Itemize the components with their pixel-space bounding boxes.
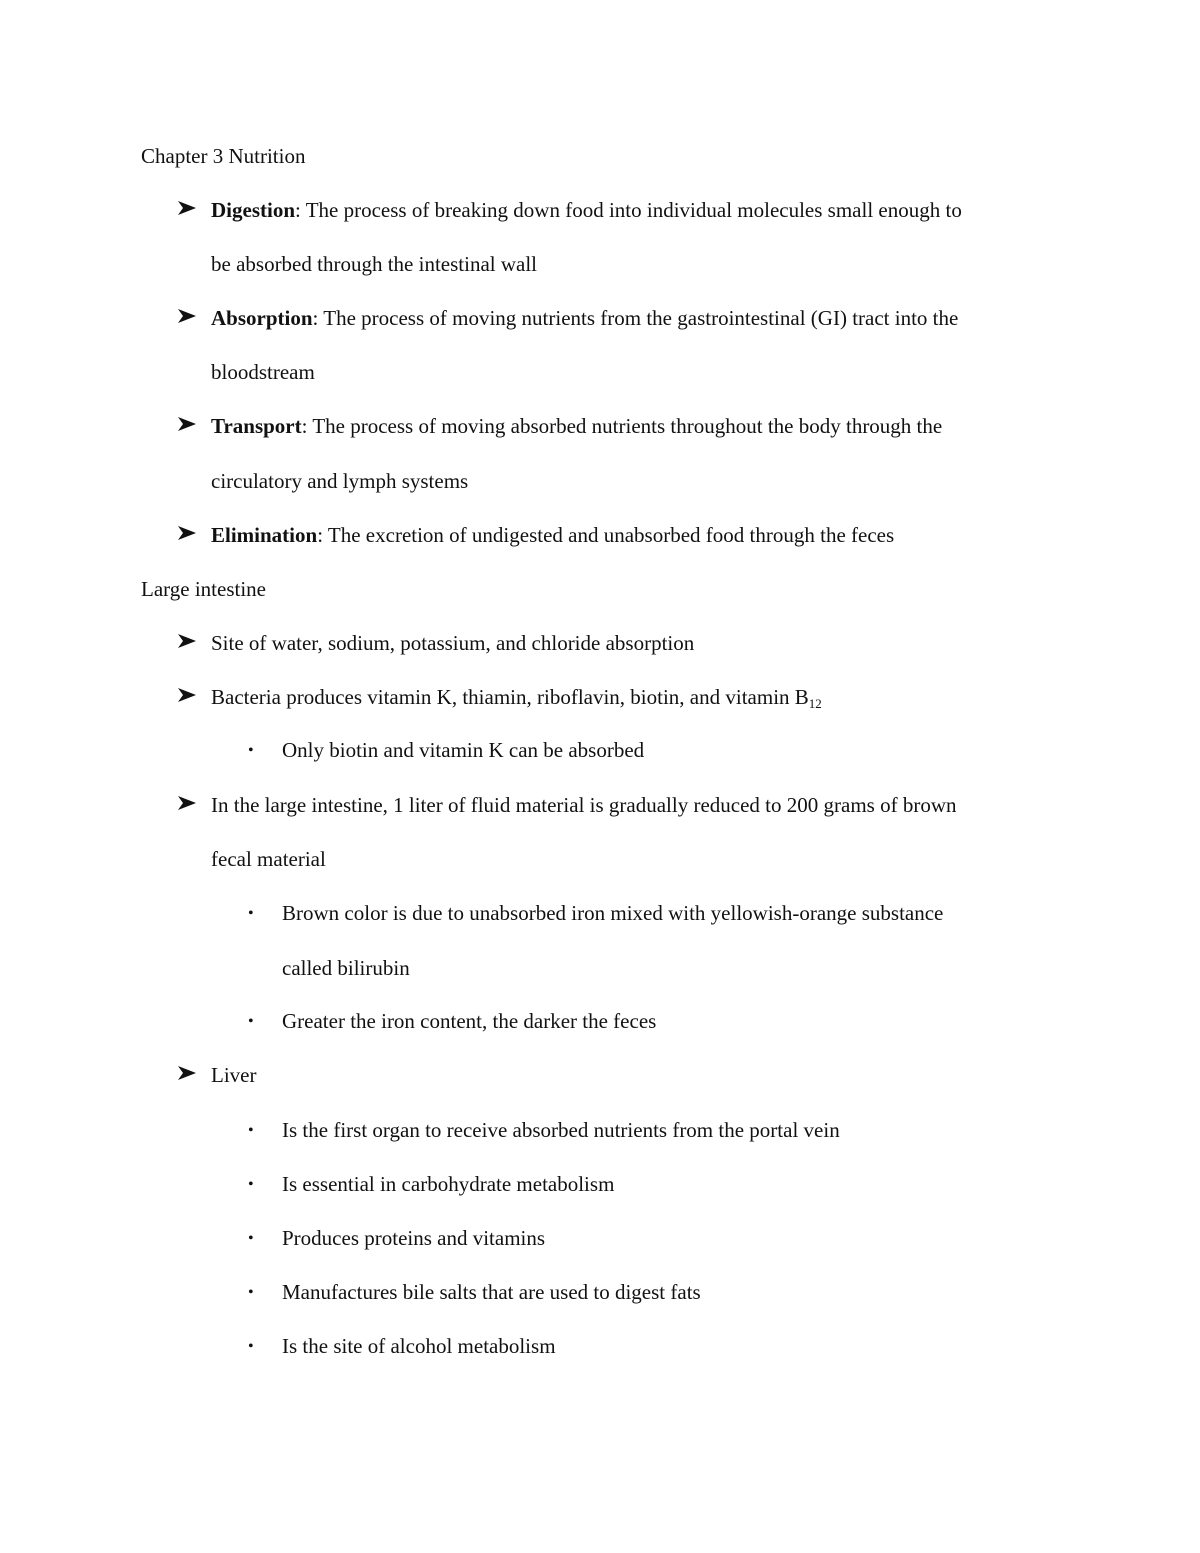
term-label: Transport — [211, 414, 302, 438]
arrow-bullet-icon — [176, 306, 198, 332]
section-heading-large-intestine: Large intestine — [141, 577, 266, 601]
bullet-dot-icon: • — [248, 1230, 254, 1247]
definition-text: : The process of moving nutrients from the gastrointestinal (GI) tract into the — [312, 306, 959, 330]
bullet-dot-icon: • — [248, 1176, 254, 1193]
bullet-dot-icon: • — [248, 1284, 254, 1301]
sub-list-item-continuation: called bilirubin — [282, 956, 410, 980]
arrow-bullet-icon — [176, 414, 198, 440]
list-item: In the large intestine, 1 liter of fluid material is gradually reduced to 200 grams of brown — [211, 793, 957, 817]
definition-digestion — [211, 197, 962, 223]
sub-list-item: Greater the iron content, the darker the feces — [282, 1009, 657, 1033]
bullet-dot-icon: • — [248, 1013, 254, 1030]
document-title: Chapter 3 Nutrition — [141, 144, 306, 168]
arrow-bullet-icon — [176, 685, 198, 711]
definition-transport — [211, 413, 942, 439]
sub-list-item: Manufactures bile salts that are used to digest fats — [282, 1280, 701, 1304]
definition-continuation: be absorbed through the intestinal wall — [211, 252, 538, 276]
term-label: Elimination — [211, 523, 318, 547]
sub-list-item: Only biotin and vitamin K can be absorbed — [282, 738, 645, 762]
arrow-bullet-icon — [176, 1063, 198, 1089]
term-label: Digestion — [211, 198, 295, 222]
definition-absorption — [211, 305, 958, 331]
bacteria-text: Bacteria produces vitamin K, thiamin, riboflavin, biotin, and vitamin B — [211, 685, 809, 709]
bullet-dot-icon: • — [248, 1122, 254, 1139]
sub-list-item: Produces proteins and vitamins — [282, 1226, 546, 1250]
definition-text: : The process of breaking down food into individual molecules small enough to — [295, 198, 962, 222]
bullet-dot-icon: • — [248, 905, 254, 922]
sub-list-item: Is essential in carbohydrate metabolism — [282, 1172, 615, 1196]
list-item-continuation: fecal material — [211, 847, 326, 871]
bullet-dot-icon: • — [248, 742, 254, 759]
arrow-bullet-icon — [176, 631, 198, 657]
definition-text: : The excretion of undigested and unabsorbed food through the feces — [317, 523, 895, 547]
arrow-bullet-icon — [176, 198, 198, 224]
sub-list-item: Is the site of alcohol metabolism — [282, 1334, 556, 1358]
definition-continuation: circulatory and lymph systems — [211, 469, 469, 493]
definition-elimination — [211, 522, 894, 548]
definition-text: : The process of moving absorbed nutrients throughout the body through the — [301, 414, 943, 438]
definition-continuation: bloodstream — [211, 360, 315, 384]
term-label: Absorption — [211, 306, 313, 330]
sub-list-item: Is the first organ to receive absorbed nutrients from the portal vein — [282, 1118, 840, 1142]
arrow-bullet-icon — [176, 523, 198, 549]
bullet-dot-icon: • — [248, 1338, 254, 1355]
subscript: 12 — [808, 696, 822, 711]
list-item: Site of water, sodium, potassium, and chloride absorption — [211, 631, 695, 655]
arrow-bullet-icon — [176, 793, 198, 819]
list-item — [211, 684, 822, 710]
list-item-liver: Liver — [211, 1063, 257, 1087]
sub-list-item: Brown color is due to unabsorbed iron mixed with yellowish-orange substance — [282, 901, 944, 925]
